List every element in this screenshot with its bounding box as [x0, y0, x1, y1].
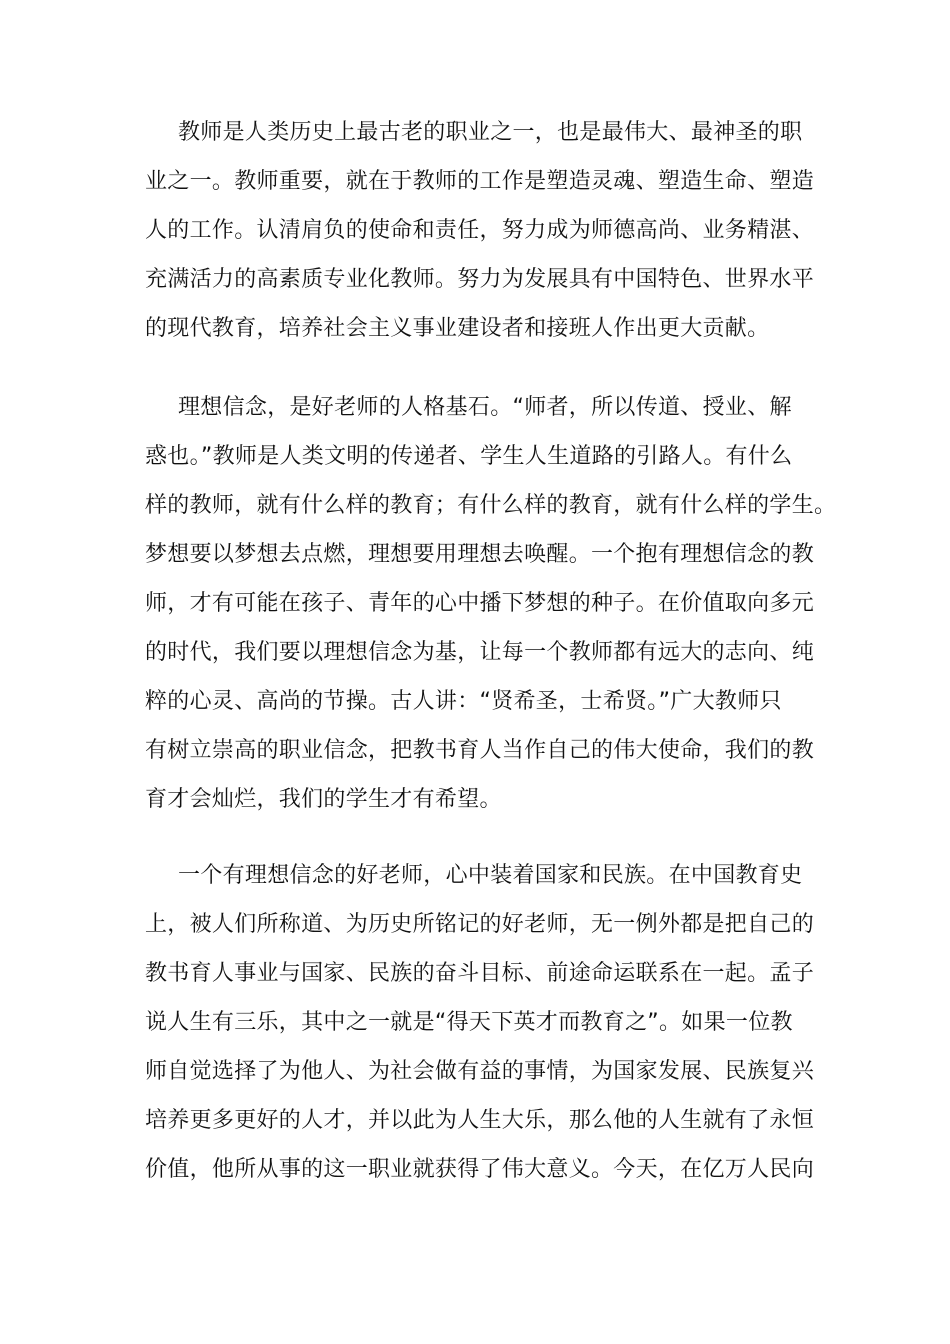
- text-line: 的时代，我们要以理想信念为基，让每一个教师都有远大的志向、纯: [145, 640, 815, 665]
- text-line: 一个有理想信念的好老师，心中装着国家和民族。在中国教育史: [178, 863, 803, 888]
- text-line: 教书育人事业与国家、民族的奋斗目标、前途命运联系在一起。孟子: [145, 961, 815, 986]
- text-line: 梦想要以梦想去点燃，理想要用理想去唤醒。一个抱有理想信念的教: [145, 542, 815, 567]
- text-line: 的现代教育，培养社会主义事业建设者和接班人作出更大贡献。: [145, 316, 770, 341]
- text-line: 惑也。”教师是人类文明的传递者、学生人生道路的引路人。有什么: [145, 444, 793, 469]
- text-line: 价值，他所从事的这一职业就获得了伟大意义。今天，在亿万人民向: [145, 1157, 815, 1182]
- paragraph-nation-and-people: [145, 851, 815, 1194]
- text-line: 人的工作。认清肩负的使命和责任，努力成为师德高尚、业务精湛、: [145, 218, 815, 243]
- paragraph-teacher-profession: [145, 108, 815, 353]
- text-line: 上，被人们所称道、为历史所铭记的好老师，无一例外都是把自己的: [145, 912, 815, 937]
- text-line: 业之一。教师重要，就在于教师的工作是塑造灵魂、塑造生命、塑造: [145, 169, 815, 194]
- text-line: 育才会灿烂，我们的学生才有希望。: [145, 787, 502, 812]
- text-line: 师，才有可能在孩子、青年的心中播下梦想的种子。在价值取向多元: [145, 591, 815, 616]
- text-line: 样的教师，就有什么样的教育；有什么样的教育，就有什么样的学生。: [145, 493, 837, 518]
- paragraph-ideals-beliefs: [145, 383, 837, 824]
- text-line: 粹的心灵、高尚的节操。古人讲：“贤希圣，士希贤。”广大教师只: [145, 689, 782, 714]
- text-line: 有树立崇高的职业信念，把教书育人当作自己的伟大使命，我们的教: [145, 738, 815, 763]
- text-line: 师自觉选择了为他人、为社会做有益的事情，为国家发展、民族复兴: [145, 1059, 815, 1084]
- text-line: 充满活力的高素质专业化教师。努力为发展具有中国特色、世界水平: [145, 267, 815, 292]
- text-line: 教师是人类历史上最古老的职业之一，也是最伟大、最神圣的职: [178, 120, 803, 145]
- text-line: 说人生有三乐，其中之一就是“得天下英才而教育之”。如果一位教: [145, 1010, 793, 1035]
- text-line: 培养更多更好的人才，并以此为人生大乐，那么他的人生就有了永恒: [145, 1108, 815, 1133]
- text-line: 理想信念，是好老师的人格基石。“师者，所以传道、授业、解: [178, 395, 792, 420]
